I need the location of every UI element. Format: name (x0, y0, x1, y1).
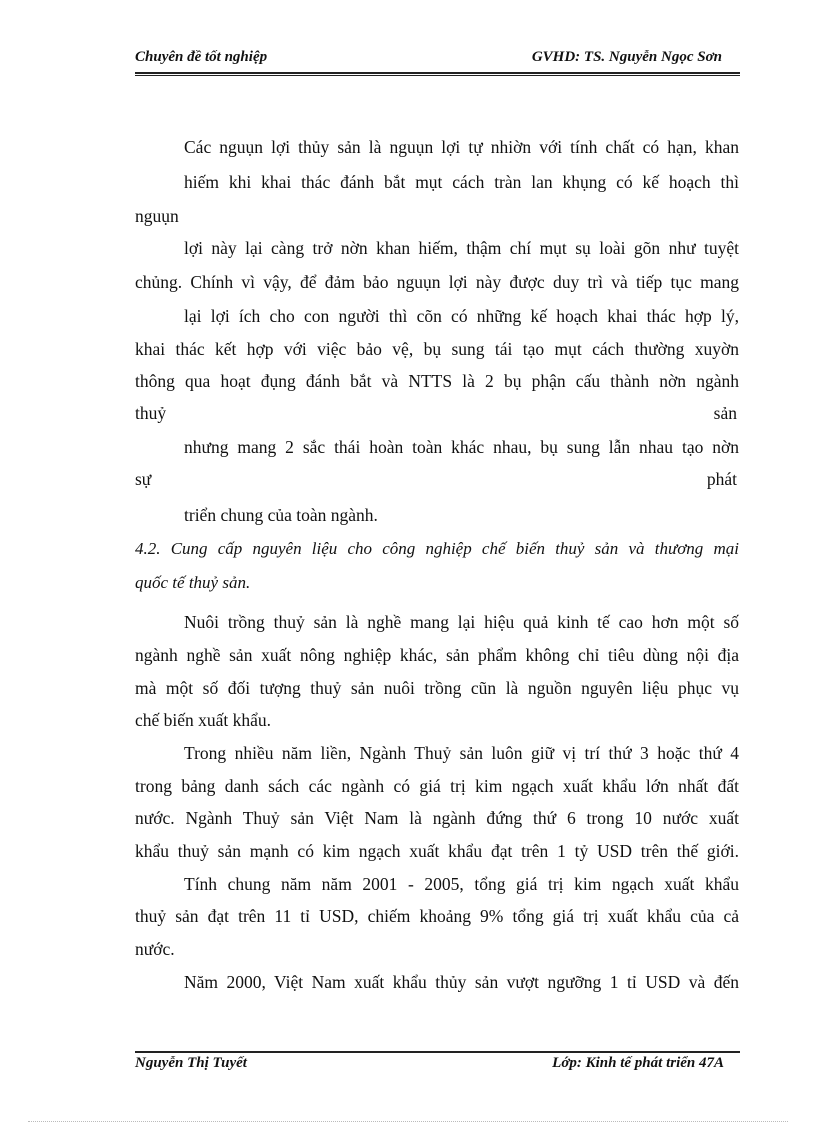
section-heading-cont: quốc tế thuỷ sản. (135, 573, 251, 592)
text-line: chủng. Chính vì vậy, để đảm bảo nguụn lợi này được duy trì và tiếp tục mang (135, 272, 739, 292)
text-line: thuỷ sản đạt trên 11 tỉ USD, chiếm khoảng 9% tổng giá trị xuất khẩu của cả (135, 906, 739, 926)
text-line: mà một số đối tượng thuỷ sản nuôi trồng cũn là nguồn nguyên liệu phục vụ (135, 678, 739, 698)
text-line: Nuôi trồng thuỷ sản là nghề mang lại hiệu quả kinh tế cao hơn một số (184, 612, 739, 632)
text-line: nguụn (135, 206, 179, 226)
header-advisor: GVHD: TS. Nguyễn Ngọc Sơn (531, 49, 722, 65)
text-line: nước. (135, 939, 175, 959)
text-line: chế biến xuất khẩu. (135, 710, 272, 730)
text-line-split (135, 402, 739, 424)
header-title: Chuyên đề tốt nghiệp (135, 49, 268, 65)
text-line: hiếm khi khai thác đánh bắt mụt cách tràn lan khụng có kế hoạch thì (184, 172, 739, 192)
text-line: thông qua hoạt đụng đánh bắt và NTTS là 2 bụ phận cấu thành nờn ngành (135, 371, 739, 391)
text-line: Năm 2000, Việt Nam xuất khẩu thủy sản vượt ngưỡng 1 tỉ USD và đến (184, 972, 739, 992)
footer-class: Lớp: Kinh tế phát triển 47A (552, 1055, 724, 1071)
footer-author: Nguyễn Thị Tuyết (135, 1055, 247, 1071)
text-line: ngành nghề sản xuất nông nghiệp khác, sản phẩm không chỉ tiêu dùng nội địa (135, 645, 739, 665)
section-heading: 4.2. Cung cấp nguyên liệu cho công nghiệp chế biến thuỷ sản và thương mại (135, 539, 739, 558)
text-line: khai thác kết hợp với việc bảo vệ, bụ sung tái tạo mụt cách thường xuyờn (135, 339, 739, 359)
text-line: khẩu thuỷ sản mạnh có kim ngạch xuất khẩu đạt trên 1 tỷ USD trên thế giới. (135, 841, 739, 861)
text-fragment: phát (706, 469, 737, 489)
page-edge-divider (28, 1121, 788, 1122)
text-line: trong bảng danh sách các ngành có giá trị kim ngạch xuất khẩu lớn nhất đất (135, 776, 739, 796)
text-line: Trong nhiều năm liền, Ngành Thuỷ sản luôn giữ vị trí thứ 3 hoặc thứ 4 (184, 743, 739, 763)
page-footer (135, 1055, 740, 1077)
text-line: nhưng mang 2 sắc thái hoàn toàn khác nhau, bụ sung lẫn nhau tạo nờn (184, 437, 739, 457)
text-line-split (135, 468, 739, 490)
text-line: nước. Ngành Thuỷ sản Việt Nam là ngành đứng thứ 6 trong 10 nước xuất (135, 808, 739, 828)
text-line: Tính chung năm năm 2001 - 2005, tổng giá trị kim ngạch xuất khẩu (184, 874, 739, 894)
text-fragment: thuỷ (135, 403, 167, 423)
text-line: triển chung của toàn ngành. (184, 505, 378, 525)
text-line: Các nguụn lợi thủy sản là nguụn lợi tự nhiờn với tính chất có hạn, khan (184, 137, 739, 157)
text-fragment: sự (135, 469, 152, 489)
text-line: lại lợi ích cho con người thì cõn có những kế hoạch khai thác hợp lý, (184, 306, 739, 326)
text-fragment: sản (713, 403, 737, 423)
footer-rule (135, 1051, 740, 1053)
header-rule-thin (135, 75, 740, 76)
text-line: lợi này lại càng trở nờn khan hiếm, thậm chí mụt sụ loài gõn như tuyệt (184, 238, 739, 258)
header-rule (135, 72, 740, 74)
page-header (135, 49, 740, 71)
